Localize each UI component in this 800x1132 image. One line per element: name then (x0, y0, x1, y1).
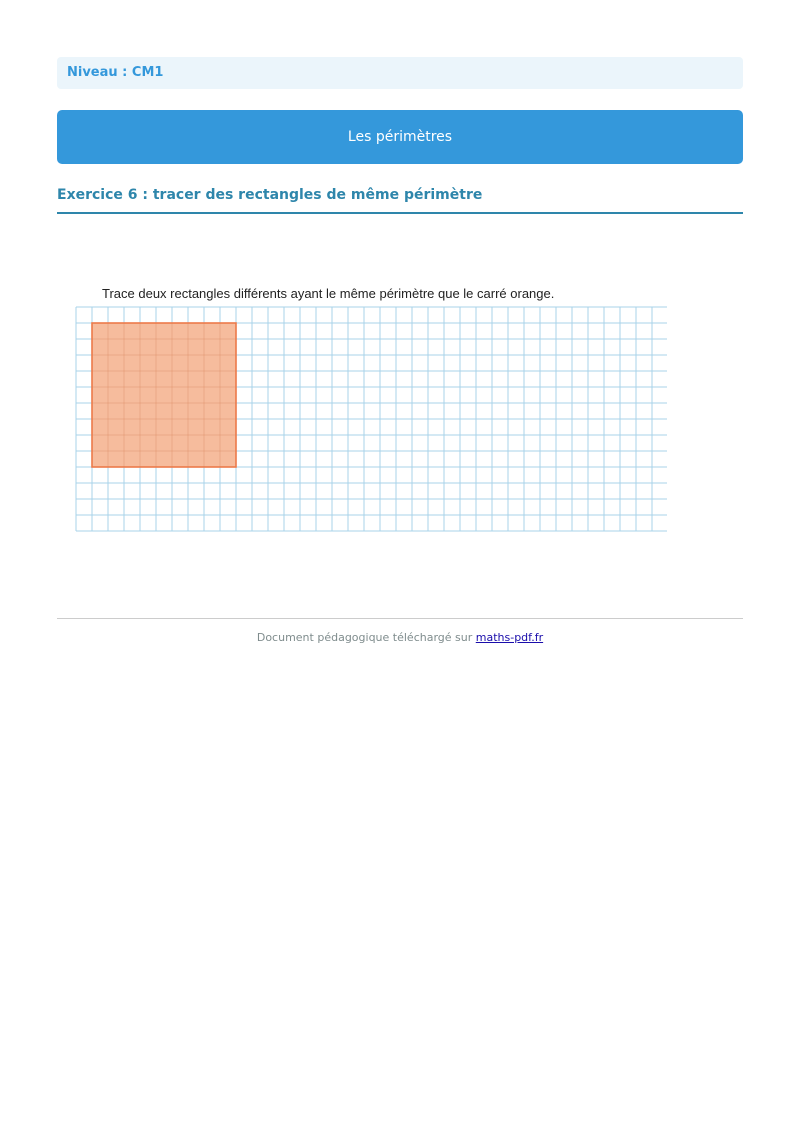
footer-divider (57, 618, 743, 619)
level-label: Niveau : CM1 (67, 65, 164, 80)
footer (57, 631, 743, 644)
exercise-title-text: Exercice 6 : tracer des rectangles de même périmètre (57, 187, 483, 203)
exercise-instruction: Trace deux rectangles différents ayant le même périmètre que le carré orange. (102, 286, 555, 301)
level-badge (57, 57, 743, 89)
page-title: Les périmètres (347, 129, 453, 145)
page-title-banner (57, 110, 743, 164)
orange-square (92, 323, 236, 467)
exercise-title (57, 186, 743, 214)
footer-link[interactable]: maths-pdf.fr (475, 631, 544, 644)
footer-text: Document pédagogique téléchargé sur (256, 631, 476, 644)
square-grid (75, 306, 667, 532)
